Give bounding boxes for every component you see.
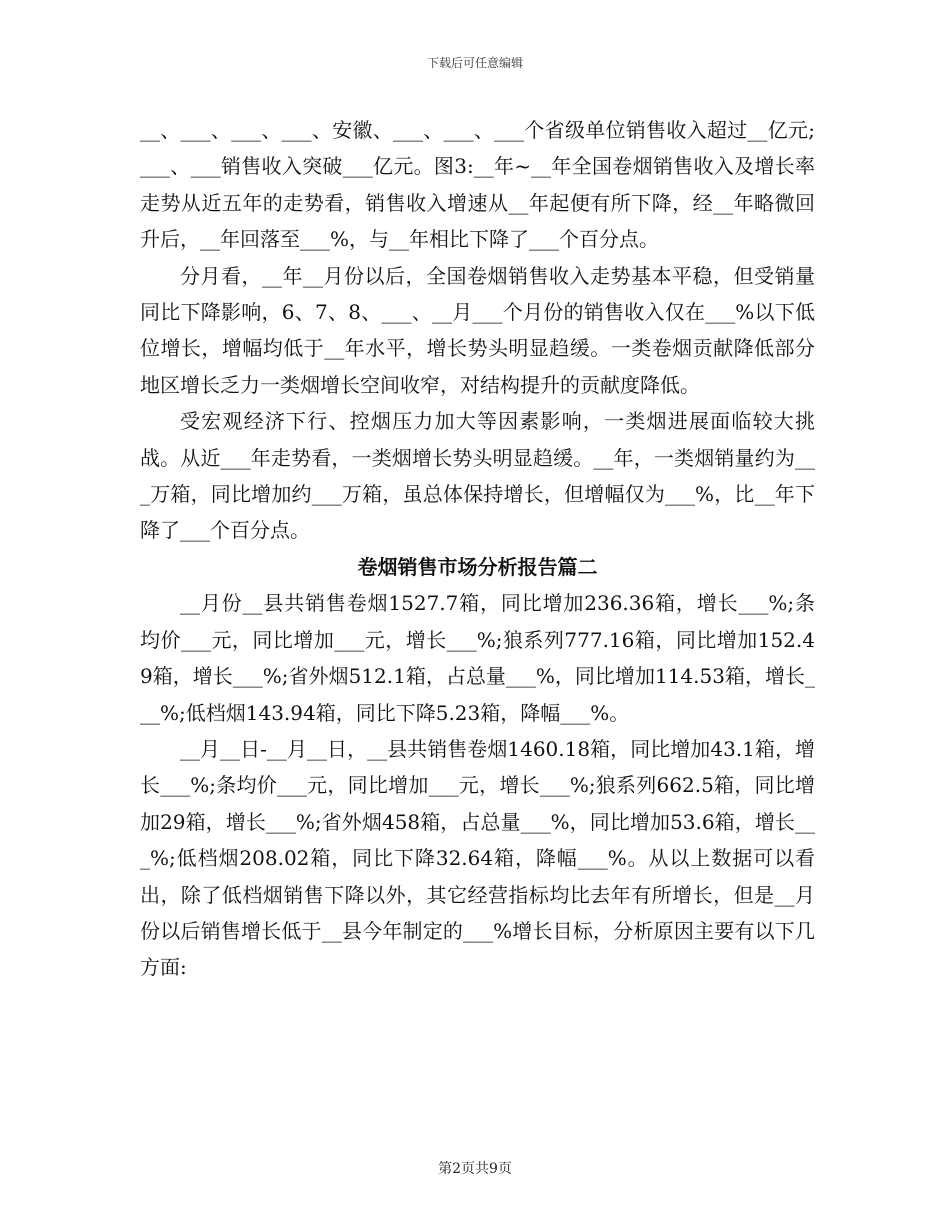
paragraph-3: 受宏观经济下行、控烟压力加大等因素影响，一类烟进展面临较大挑战。从近___年走势看，一类烟增长势头明显趋缓。__年，一类烟销量约为___万箱，同比增加约___万箱，虽总体保持增长，但增幅仅为___%，比__年下降了___个百分点。 xyxy=(140,409,815,543)
page-footer: 第2页共9页 xyxy=(438,1161,512,1177)
paragraph-4: __月份__县共销售卷烟1527.7箱，同比增加236.36箱，增长___%;条均价___元，同比增加___元，增长___%;狼系列777.16箱，同比增加152.49箱，增长___%;省外烟512.1箱，占总量___%，同比增加114.53箱，增长___%;低档烟143.94箱，同比下降5.23箱，降幅___%。 xyxy=(140,591,815,725)
section-title: 卷烟销售市场分析报告篇二 xyxy=(357,554,598,579)
document-body xyxy=(140,112,815,986)
paragraph-1: __、___、___、___、安徽、___、___、___个省级单位销售收入超过__亿元;___、___销售收入突破___亿元。图3:__年~__年全国卷烟销售收入及增长率走势从近五年的走势看，销售收入增速从__年起便有所下降，经__年略微回升后，__年回落至___%，与__年相比下降了___个百分点。 xyxy=(140,118,815,252)
paragraph-5: __月__日-__月__日，__县共销售卷烟1460.18箱，同比增加43.1箱，增长___%;条均价___元，同比增加___元，增长___%;狼系列662.5箱，同比增加29箱，增长___%;省外烟458箱，占总量___%，同比增加53.6箱，增长___%;低档烟208.02箱，同比下降32.64箱，降幅___%。从以上数据可以看出，除了低档烟销售下降以外，其它经营指标均比去年有所增长，但是__月份以后销售增长低于__县今年制定的___%增长目标，分析原因主要有以下几方面: xyxy=(140,736,815,980)
page-header: 下载后可任意编辑 xyxy=(426,56,523,70)
paragraph-2: 分月看，__年__月份以后，全国卷烟销售收入走势基本平稳，但受销量同比下降影响，6、7、8、___、__月___个月份的销售收入仅在___%以下低位增长，增幅均低于__年水平，增长势头明显趋缓。一类卷烟贡献降低部分地区增长乏力一类烟增长空间收窄，对结构提升的贡献度降低。 xyxy=(140,263,815,397)
